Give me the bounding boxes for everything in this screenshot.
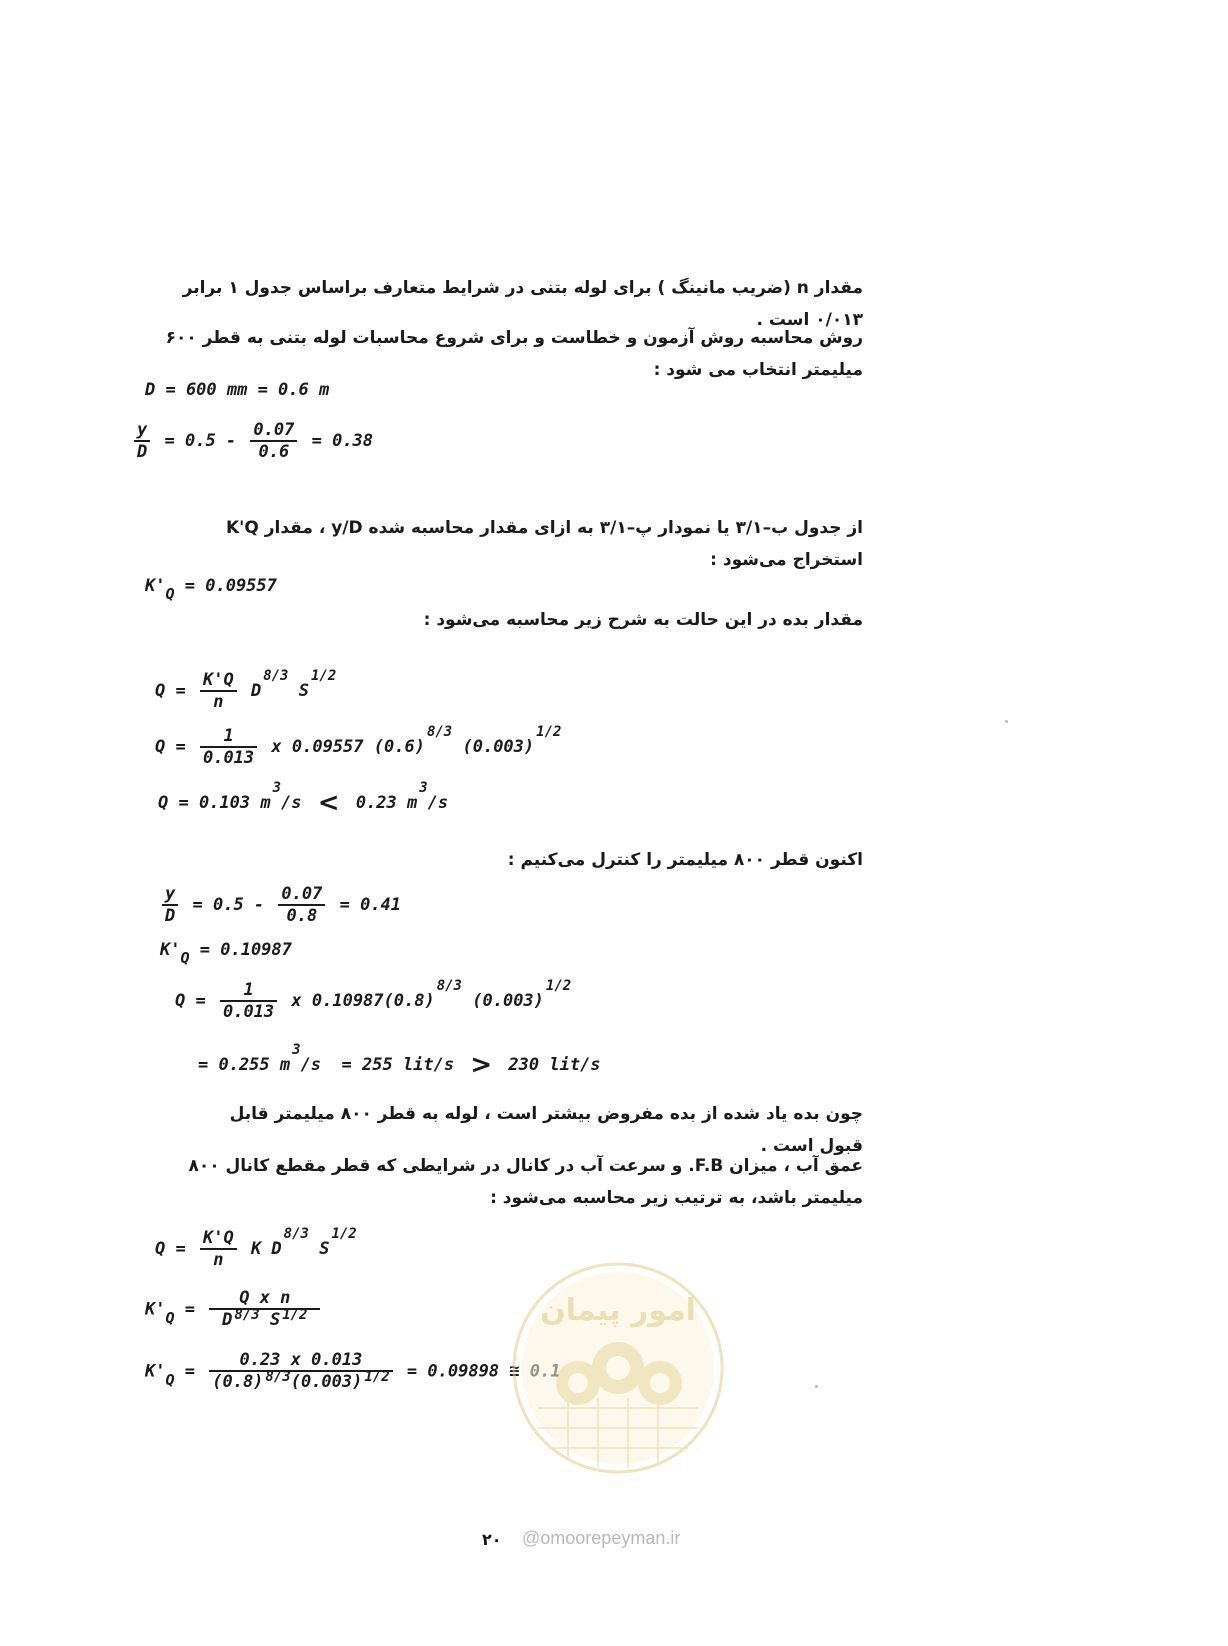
- source-url: @omoorepeyman.ir: [522, 1528, 681, 1548]
- equation-q-600-result: Q = 0.103 $m^3/s < 0.23$ $m^3/s$: [158, 780, 449, 818]
- equation-q-600: Q = $\frac{1}{0.013}$ x 0.09557 $(0.6)^{8/3}$ $(0.003)^{1/2}$: [155, 724, 562, 768]
- equation-q-800: Q = $\frac{1}{0.013}$ x $0.10987(0.8)^{8/3}$ $(0.003)^{1/2}$: [175, 978, 572, 1022]
- equation-yd-600: $\frac{y}{D}$ = 0.5 - $\frac{0.07}{0.6}$ = 0.38: [130, 420, 373, 462]
- equation-kq-600: K'Q = 0.09557: [145, 576, 277, 603]
- paragraph-table-lookup: از جدول ب–۳/۱ یا نمودار پ–۳/۱ به ازای مقدار محاسبه شده y/D ، مقدار K'Q استخراج می‌شود :: [225, 518, 863, 570]
- watermark-logo: [508, 1258, 728, 1478]
- equation-kq-800-check: K'Q = $\frac{0.23 x 0.013}{(0.8) ^{8/3}(0.003) ^{1/2}}$ = 0.09898 ≅: [145, 1350, 520, 1392]
- equation-kq-800: K'Q = 0.10987: [160, 940, 292, 967]
- paragraph-discharge: مقدار بده در این حالت به شرح زیر محاسبه می‌شود :: [423, 610, 863, 630]
- paragraph-manning: مقدار n (ضریب مانینگ ) برای لوله بتنی در شرایط متعارف براساس جدول ۱ برابر ۰/۰۱۳ است .: [182, 278, 863, 330]
- equation-q-general: Q = $\frac{K'Q}{n}$ $D^{8/3}$ $S^{1/2}$: [155, 668, 337, 712]
- equation-q-800-result: = 0.255 $m^3/s = 255$ lit/s > 230 lit/s: [198, 1042, 601, 1080]
- paragraph-check-800: اکنون قطر ۸۰۰ میلیمتر را کنترل می‌کنیم :: [507, 850, 863, 870]
- scan-speck: [1005, 720, 1008, 723]
- paragraph-depth-velocity: عمق آب ، میزان F.B. و سرعت آب در کانال در شرایطی که قطر مقطع کانال ۸۰۰ میلیمتر باشد، به ترتیب زیر محاسبه می‌شود :: [188, 1156, 863, 1208]
- equation-q-general-2: Q = $\frac{K'Q}{n}$ K $D^{8/3}$ $S^{1/2}$: [155, 1226, 357, 1270]
- equation-yd-800: $\frac{y}{D}$ = 0.5 - $\frac{0.07}{0.8}$ = 0.41: [158, 884, 401, 926]
- scan-speck: [815, 1385, 818, 1388]
- paragraph-method: روش محاسبه روش آزمون و خطاست و برای شروع محاسبات لوله بتنی به قطر ۶۰۰ میلیمتر انتخاب می شود :: [165, 328, 863, 380]
- page-number: ۲۰: [482, 1530, 502, 1549]
- equation-kq-formula: K'Q = $\frac{\text{Q x n}}{D ^{8/3} S ^{1/2}}$: [145, 1288, 324, 1331]
- equation-diameter: D = 600 mm = 0.6 m: [145, 380, 330, 400]
- paragraph-accepted: چون بده یاد شده از بده مفروض بیشتر است ، لوله به قطر ۸۰۰ میلیمتر قابل قبول است .: [229, 1104, 863, 1156]
- svg-text:امور پیمان: امور پیمان: [540, 1293, 696, 1328]
